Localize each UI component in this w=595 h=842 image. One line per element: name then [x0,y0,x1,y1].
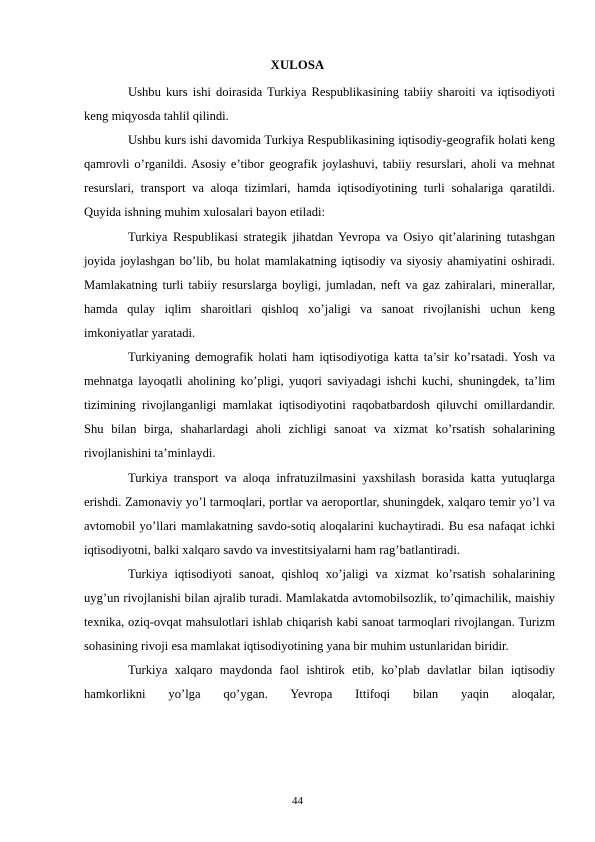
paragraph-demography: Turkiyaning demografik holati ham iqtisodiyotiga katta ta’sir ko’rsatadi. Yosh va mehnatga layoqatli aholining ko’pligi, yuqori saviyadagi ishchi kuchi, shuningdek, ta’lim tizimining rivojlanganligi mamlakat iqtisodiyotini raqobatbardosh qiluvchi omillardandir. Shu bilan birga, shaharlardagi aholi zichligi sanoat va xizmat ko’rsatish sohalarining rivojlanishini ta’minlaydi. [84,350,555,461]
page-title: XULOSA [270,58,325,72]
page-number: 44 [292,795,303,807]
paragraph-geography-resources: Turkiya Respublikasi strategik jihatdan Yevropa va Osiyo qit’alarining tutashgan joyida joylashgan bo’lib, bu holat mamlakatning iqtisodiy va siyosiy ahamiyatini oshiradi. Mamlakatning turli tabiiy resurslarga boyligi, jumladan, neft va gaz zahiralari, minerallar, hamda qulay iqlim sharoitlari qishloq xo’jaligi va sanoat rivojlanishi uchun keng imkoniyatlar yaratadi. [84,229,555,340]
paragraph-international: Turkiya xalqaro maydonda faol ishtirok etib, ko’plab davlatlar bilan iqtisodiy hamkorlikni yo’lga qo’ygan. Yevropa Ittifoqi bilan yaqin aloqalar, [84,663,555,702]
paragraph-intro: Ushbu kurs ishi doirasida Turkiya Respublikasining tabiiy sharoiti va iqtisodiyoti keng miqyosda tahlil qilindi. [84,85,555,124]
document-body [84,80,555,706]
paragraph-transport: Turkiya transport va aloqa infratuzilmasini yaxshilash borasida katta yutuqlarga erishdi. Zamonaviy yo’l tarmoqlari, portlar va aeroportlar, shuningdek, xalqaro temir yo’l va avtomobil yo’llari mamlakatning savdo-sotiq aloqalarini kuchaytiradi. Bu esa nafaqat ichki iqtisodiyotni, balki xalqaro savdo va investitsiyalarni ham rag’batlantiradi. [84,470,555,557]
paragraph-economy-sectors: Turkiya iqtisodiyoti sanoat, qishloq xo’jaligi va xizmat ko’rsatish sohalarining uyg’un rivojlanishi bilan ajralib turadi. Mamlakatda avtomobilsozlik, to’qimachilik, maishiy texnika, oziq-ovqat mahsulotlari ishlab chiqarish kabi sanoat tarmoqlari rivojlangan. Turizm sohasining rivoji esa mamlakat iqtisodiyotining yana bir muhim ustunlaridan biridir. [84,566,555,654]
paragraph-study-overview: Ushbu kurs ishi davomida Turkiya Respublikasining iqtisodiy-geografik holati keng qamrovli o’rganildi. Asosiy e’tibor geografik joylashuvi, tabiiy resurslari, aholi va mehnat resurslari, transport va aloqa tizimlari, hamda iqtisodiyotining turli sohalariga qaratildi. Quyida ishning muhim xulosalari bayon etiladi: [84,133,555,220]
